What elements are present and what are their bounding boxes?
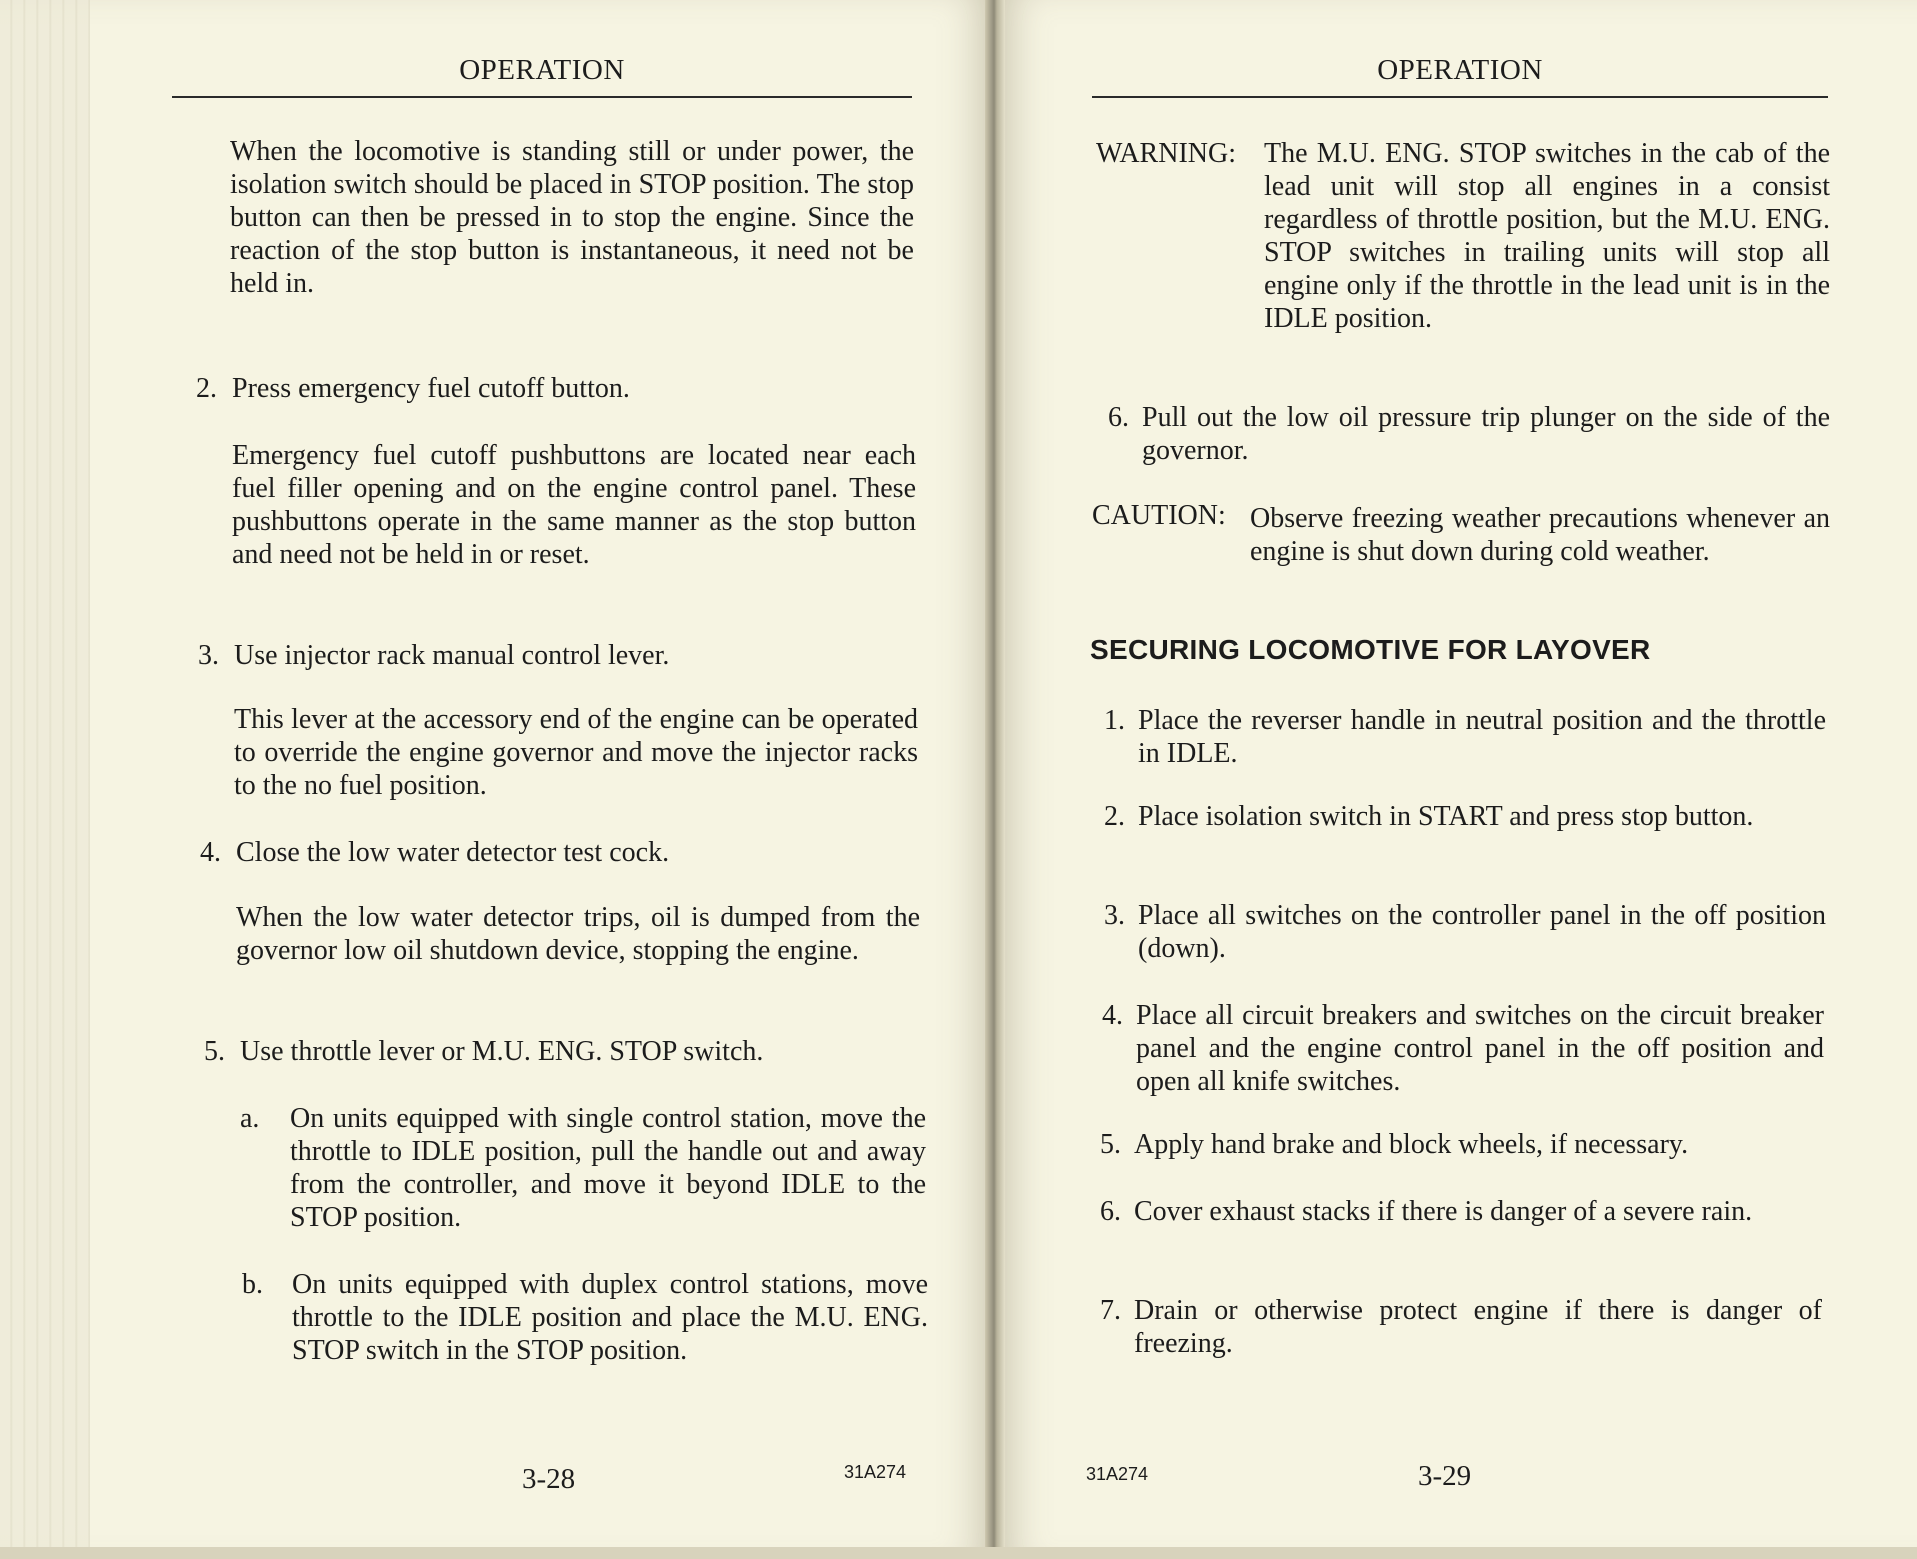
- list-item: [200, 836, 920, 869]
- item-body: This lever at the accessory end of the engine can be operated to override the engine governor and move the injector racks to the no fuel position.: [234, 704, 918, 801]
- left-header-rule: [172, 96, 912, 98]
- item-number: 6.: [1108, 402, 1129, 433]
- sub-item-letter: b.: [242, 1269, 263, 1300]
- warning-text: The M.U. ENG. STOP switches in the cab of the lead unit will stop all engines in a consist regardless of throttle position, but the M.U. ENG. STOP switches in trailing units will stop all engine only if the throttle in the lead unit is in the IDLE position.: [1264, 138, 1830, 334]
- step-number: 2.: [1104, 801, 1125, 832]
- right-page: [1000, 0, 1917, 1559]
- step-item: [1104, 704, 1826, 770]
- item-body: When the low water detector trips, oil is dumped from the governor low oil shutdown device, stopping the engine.: [236, 902, 920, 966]
- caution-label: CAUTION:: [1092, 500, 1226, 531]
- step-item: [1100, 1195, 1822, 1228]
- left-page-header: OPERATION: [459, 54, 625, 86]
- item-text: Pull out the low oil pressure trip plunger on the side of the governor.: [1142, 402, 1830, 466]
- sub-item: [242, 1268, 928, 1367]
- step-item: [1104, 800, 1826, 833]
- sub-item-letter: a.: [240, 1103, 260, 1134]
- item-number: 3.: [198, 640, 219, 671]
- item-title: Use injector rack manual control lever.: [234, 640, 670, 671]
- list-item: [1108, 401, 1830, 467]
- step-text: Place all switches on the controller panel in the off position (down).: [1138, 900, 1826, 964]
- intro-paragraph: When the locomotive is standing still or under power, the isolation switch should be placed in STOP position. The stop button can then be pressed in to stop the engine. Since the reaction of the stop button is instantaneous, it need not be held in.: [230, 136, 914, 299]
- step-number: 6.: [1100, 1196, 1121, 1227]
- item-number: 2.: [196, 373, 217, 404]
- step-text: Place isolation switch in START and press stop button.: [1138, 801, 1754, 832]
- document-code: 31A274: [1086, 1464, 1149, 1484]
- step-item: [1102, 999, 1824, 1098]
- item-title: Press emergency fuel cutoff button.: [232, 373, 630, 404]
- step-text: Place all circuit breakers and switches on the circuit breaker panel and the engine control panel in the off position and open all knife switches.: [1136, 1000, 1824, 1097]
- step-number: 3.: [1104, 900, 1125, 931]
- page-number: 3-29: [1418, 1460, 1472, 1492]
- section-title: SECURING LOCOMOTIVE FOR LAYOVER: [1090, 634, 1651, 665]
- step-item: [1104, 899, 1826, 965]
- step-number: 5.: [1100, 1129, 1121, 1160]
- step-text: Apply hand brake and block wheels, if necessary.: [1134, 1129, 1689, 1160]
- step-item: [1100, 1294, 1822, 1360]
- step-item: [1100, 1128, 1822, 1161]
- page-bottom-edge: [0, 1547, 1917, 1559]
- page-edges: [0, 0, 90, 1559]
- sub-item-text: On units equipped with single control station, move the throttle to IDLE position, pull the handle out and away from the controller, and move it beyond IDLE to the STOP position.: [290, 1103, 926, 1233]
- step-text: Place the reverser handle in neutral position and the throttle in IDLE.: [1138, 705, 1826, 769]
- warning-label: WARNING:: [1096, 138, 1236, 169]
- book-gutter: [985, 0, 1005, 1559]
- page-number: 3-28: [522, 1463, 576, 1495]
- list-item: [198, 639, 918, 672]
- caution-text: Observe freezing weather precautions whenever an engine is shut down during cold weather.: [1250, 503, 1830, 567]
- step-number: 4.: [1102, 1000, 1123, 1031]
- step-number: 7.: [1100, 1295, 1121, 1326]
- step-number: 1.: [1104, 705, 1125, 736]
- document-code: 31A274: [844, 1462, 907, 1482]
- item-title: Use throttle lever or M.U. ENG. STOP switch.: [240, 1036, 764, 1067]
- step-text: Drain or otherwise protect engine if there is danger of freezing.: [1134, 1295, 1822, 1359]
- list-item: [196, 372, 916, 405]
- right-page-header: OPERATION: [1377, 54, 1543, 86]
- step-text: Cover exhaust stacks if there is danger of a severe rain.: [1134, 1196, 1753, 1227]
- sub-item: [240, 1102, 926, 1234]
- item-body: Emergency fuel cutoff pushbuttons are located near each fuel filler opening and on the engine control panel. These pushbuttons operate in the same manner as the stop button and need not be held in or reset.: [232, 440, 916, 570]
- sub-item-text: On units equipped with duplex control stations, move throttle to the IDLE position and place the M.U. ENG. STOP switch in the STOP position.: [292, 1269, 928, 1366]
- item-number: 5.: [204, 1036, 225, 1067]
- item-number: 4.: [200, 837, 221, 868]
- right-header-rule: [1092, 96, 1828, 98]
- item-title: Close the low water detector test cock.: [236, 837, 670, 868]
- list-item: [204, 1035, 924, 1068]
